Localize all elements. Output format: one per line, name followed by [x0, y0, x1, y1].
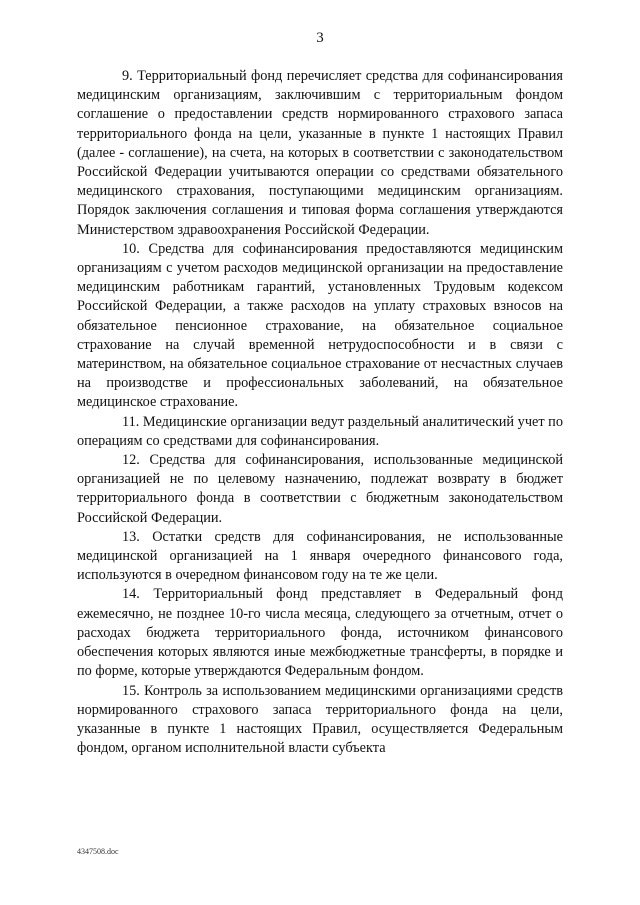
paragraph-13: 13. Остатки средств для софинансирования, не использованные медицинской организацией на 1 января очередного финансового года, используются в очередном финансовом году на те же цели.	[77, 528, 563, 584]
paragraph-14: 14. Территориальный фонд представляет в Федеральный фонд ежемесячно, не позднее 10-го числа месяца, следующего за отчетным, отчет о расходах бюджета территориального фонда, источником финансового обеспечения которых являются иные межбюджетные трансферты, в порядке и по форме, которые утверждаются Федеральным фондом.	[77, 586, 563, 680]
document-body	[77, 67, 563, 758]
page-number: 3	[316, 30, 324, 46]
paragraph-15: 15. Контроль за использованием медицинскими организациями средств нормированного страхового запаса территориального фонда на цели, указанные в пункте 1 настоящих Правил, осуществляется Федеральным фондом, органом исполнительной власти субъекта	[77, 682, 563, 757]
paragraph-9: 9. Территориальный фонд перечисляет средства для софинансирования медицинским организациям, заключившим с территориальным фондом соглашение о предоставлении средств нормированного страхового запаса территориального фонда на цели, указанные в пункте 1 настоящих Правил (далее - соглашение), на счета, на которых в соответствии с законодательством Российской Федерации учитываются операции со средствами обязательного медицинского страхования, поступающими медицинским организациям. Порядок заключения соглашения и типовая форма соглашения утверждаются Министерством здравоохранения Российской Федерации.	[77, 68, 563, 238]
paragraph-12: 12. Средства для софинансирования, использованные медицинской организацией не по целевому назначению, подлежат возврату в бюджет территориального фонда в соответствии с бюджетным законодательством Российской Федерации.	[77, 452, 563, 526]
paragraph-11: 11. Медицинские организации ведут раздельный аналитический учет по операциям со средствами для софинансирования.	[77, 413, 563, 449]
paragraph-10: 10. Средства для софинансирования предоставляются медицинским организациям с учетом расходов медицинской организации на предоставление медицинским работникам гарантий, установленных Трудовым кодексом Российской Федерации, а также расходов на уплату страховых взносов на обязательное пенсионное страхование, на обязательное социальное страхование на случай временной нетрудоспособности и в связи с материнством, на обязательное социальное страхование от несчастных случаев на производстве и профессиональных заболеваний, на обязательное медицинское страхование.	[77, 240, 563, 411]
footer-filename: 4347508.doc	[77, 847, 119, 856]
